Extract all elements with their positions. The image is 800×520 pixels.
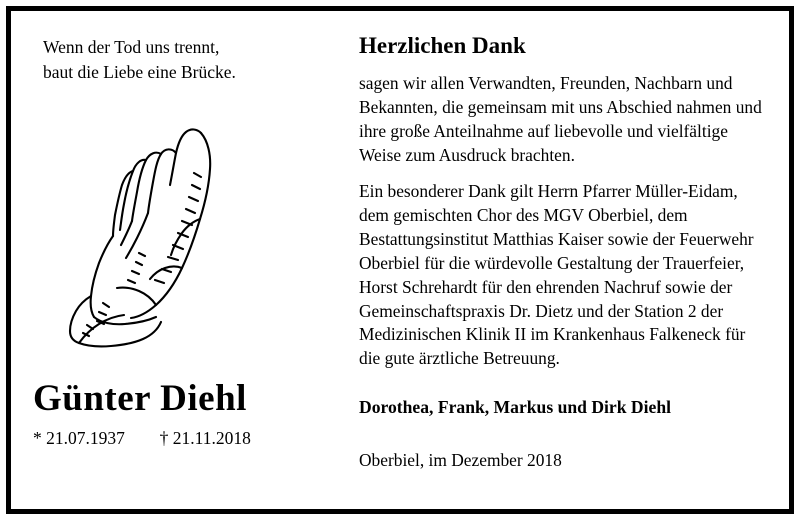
motto-text [43, 35, 349, 85]
thanks-heading: Herzlichen Dank [359, 33, 526, 58]
deceased-block [33, 379, 353, 449]
right-column [359, 33, 769, 471]
card-content [11, 11, 789, 509]
deceased-name: Günter Diehl [33, 378, 247, 419]
life-dates [33, 428, 353, 449]
thanks-paragraph-2: Ein besonderer Dank gilt Herrn Pfarrer Müller-Eidam, dem gemischten Chor des MGV Oberbiel, dem Bestattungsinstitut Matthias Kaiser sowie der Feuerwehr Oberbiel für die würdevolle Gestaltung der Trauerfeier, Horst Schrehardt für den ehrenden Nachruf sowie der Gemeinschaftspraxis Dr. Dietz und der Station 2 der Medizinischen Klinik II im Krankenhaus Falkeneck für die gute ärztliche Betreuung. [359, 181, 754, 369]
left-column [31, 35, 349, 85]
death-date: † 21.11.2018 [159, 427, 251, 448]
praying-hands-icon [51, 103, 251, 353]
family-signature: Dorothea, Frank, Markus und Dirk Diehl [359, 397, 671, 418]
motto-line-1: Wenn der Tod uns trennt, [43, 37, 220, 57]
motto-line-2: baut die Liebe eine Brücke. [43, 61, 236, 82]
place-and-date: Oberbiel, im Dezember 2018 [359, 450, 562, 471]
thanks-paragraph-1: sagen wir allen Verwandten, Freunden, Nachbarn und Bekannten, die gemeinsam mit uns Abschied nahmen und ihre große Anteilnahme auf liebevolle und vielfältige Weise zum Ausdruck brachten. [359, 73, 762, 165]
birth-date: * 21.07.1937 [33, 427, 125, 448]
